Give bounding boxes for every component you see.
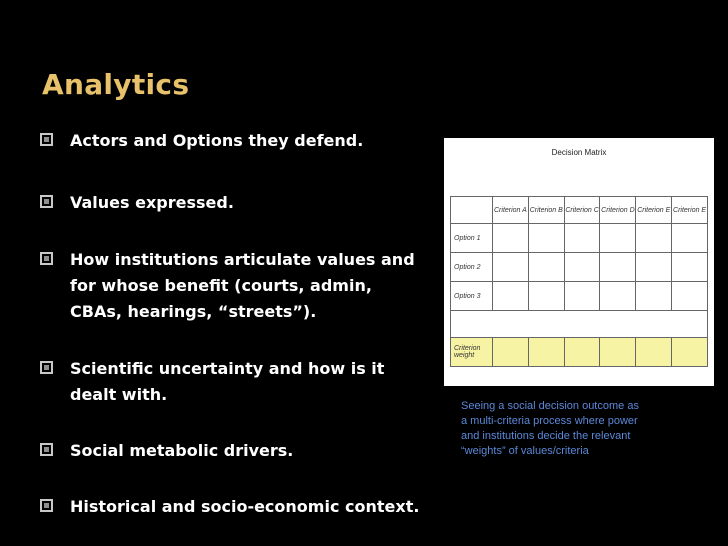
matrix-cell xyxy=(564,282,600,311)
bullet-text: Values expressed. xyxy=(70,193,234,212)
caption-line: “weights” of values/criteria xyxy=(461,445,589,457)
weight-cell xyxy=(528,338,564,367)
matrix-cell xyxy=(528,253,564,282)
matrix-cell xyxy=(636,224,672,253)
matrix-title: Decision Matrix xyxy=(551,148,607,157)
matrix-spacer-cell xyxy=(451,311,708,338)
caption-line: and institutions decide the relevant xyxy=(461,430,631,442)
option-label: Option 1 xyxy=(451,224,493,253)
matrix-cell xyxy=(636,253,672,282)
matrix-caption xyxy=(461,399,711,459)
bullet-text: How institutions articulate values and for whose benefit (courts, admin, CBAs, hearings, “streets”). xyxy=(70,250,415,321)
decision-matrix-image xyxy=(444,138,714,386)
matrix-cell xyxy=(564,224,600,253)
matrix-cell xyxy=(528,224,564,253)
bullet-item xyxy=(40,438,420,464)
caption-line: Seeing a social decision outcome as xyxy=(461,400,639,412)
bullet-text: Scientific uncertainty and how is it dealt with. xyxy=(70,359,385,404)
matrix-cell xyxy=(672,224,708,253)
matrix-cell xyxy=(528,282,564,311)
option-label: Option 3 xyxy=(451,282,493,311)
matrix-cell xyxy=(600,253,636,282)
weight-cell xyxy=(600,338,636,367)
checkbox-bullet-icon xyxy=(40,499,53,512)
matrix-option-row xyxy=(451,253,708,282)
weight-cell xyxy=(672,338,708,367)
weight-label: Criterion weight xyxy=(451,338,493,367)
matrix-corner-cell xyxy=(451,197,493,224)
bullet-text: Actors and Options they defend. xyxy=(70,131,364,150)
bullet-item xyxy=(40,128,420,154)
criterion-header: Criterion E xyxy=(672,197,708,224)
matrix-cell xyxy=(600,282,636,311)
bullet-item xyxy=(40,494,420,520)
matrix-cell xyxy=(564,253,600,282)
matrix-spacer-row xyxy=(451,311,708,338)
checkbox-bullet-icon xyxy=(40,133,53,146)
weight-cell xyxy=(636,338,672,367)
matrix-header-row xyxy=(451,197,708,224)
matrix-cell xyxy=(493,282,529,311)
bullet-item xyxy=(40,356,420,408)
matrix-weight-row xyxy=(451,338,708,367)
checkbox-bullet-icon xyxy=(40,361,53,374)
bullet-item xyxy=(40,190,420,216)
decision-matrix-table xyxy=(450,196,708,367)
criterion-header: Criterion C xyxy=(564,197,600,224)
checkbox-bullet-icon xyxy=(40,252,53,265)
checkbox-bullet-icon xyxy=(40,443,53,456)
criterion-header: Criterion A xyxy=(493,197,529,224)
weight-cell xyxy=(493,338,529,367)
criterion-header: Criterion D xyxy=(600,197,636,224)
bullet-item xyxy=(40,247,420,325)
option-label: Option 2 xyxy=(451,253,493,282)
matrix-cell xyxy=(493,224,529,253)
matrix-option-row xyxy=(451,224,708,253)
bullet-text: Historical and socio-economic context. xyxy=(70,497,420,516)
matrix-cell xyxy=(672,282,708,311)
criterion-header: Criterion B xyxy=(528,197,564,224)
slide-title: Analytics xyxy=(42,68,190,101)
criterion-header: Criterion E xyxy=(636,197,672,224)
caption-line: a multi-criteria process where power xyxy=(461,415,638,427)
bullet-text: Social metabolic drivers. xyxy=(70,441,294,460)
checkbox-bullet-icon xyxy=(40,195,53,208)
matrix-cell xyxy=(636,282,672,311)
matrix-option-row xyxy=(451,282,708,311)
matrix-cell xyxy=(672,253,708,282)
matrix-cell xyxy=(493,253,529,282)
matrix-cell xyxy=(600,224,636,253)
weight-cell xyxy=(564,338,600,367)
